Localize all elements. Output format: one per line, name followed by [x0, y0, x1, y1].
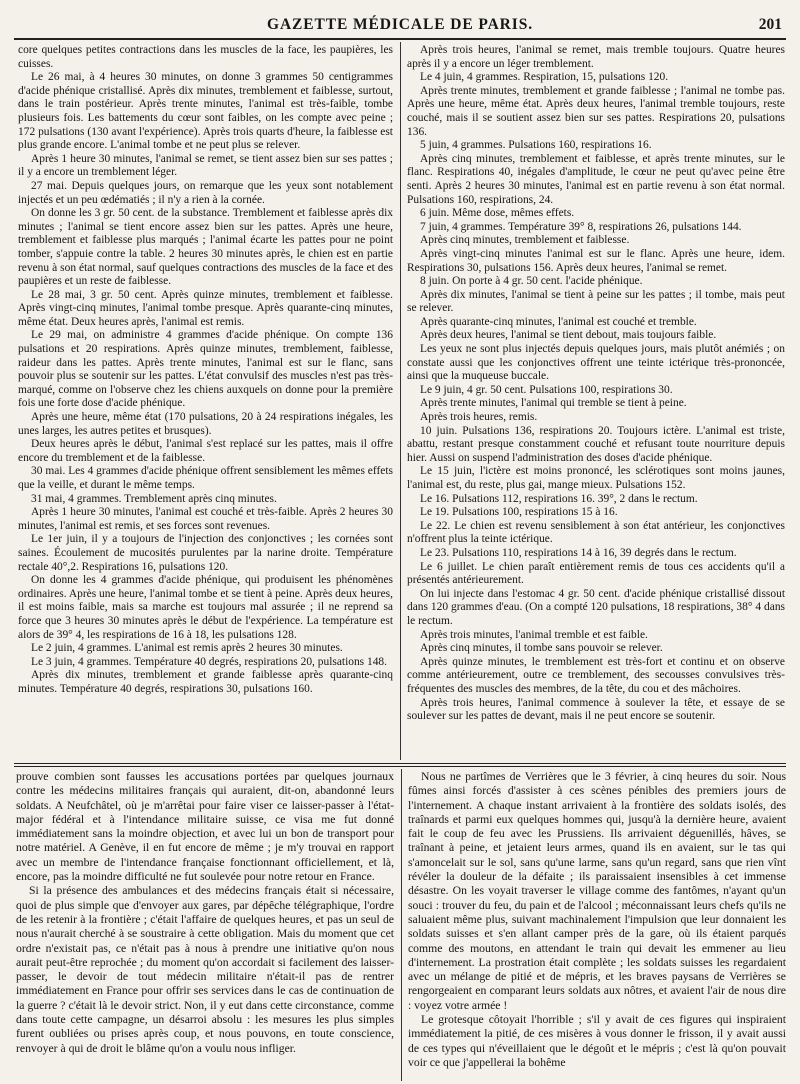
paragraph: Le 22. Le chien est revenu sensiblement à son état antérieur, les conjonctives n'offrent plus la teinte ictérique.: [407, 519, 785, 546]
paragraph: Après 1 heure 30 minutes, l'animal se remet, se tient assez bien sur ses pattes ; il y a encore un tremblement léger.: [18, 152, 393, 179]
column-divider-bottom: [401, 769, 402, 1081]
paragraph: 27 mai. Depuis quelques jours, on remarque que les yeux sont notablement injectés et un peu œdématiés ; il n'y a rien à la cornée.: [18, 179, 393, 206]
paragraph: Les yeux ne sont plus injectés depuis quelques jours, mais plutôt anémiés ; on constate aussi que les conjonctives offrent une teinte ictérique très-prononcée, ainsi que la muqueuse buccale.: [407, 343, 785, 383]
paragraph: Après vingt-cinq minutes l'animal est sur le flanc. Après une heure, idem. Respirations 30, pulsations 156. Après deux heures, l'animal se remet.: [407, 247, 785, 274]
paragraph: Après trente minutes, tremblement et grande faiblesse ; l'animal ne tombe pas. Après une heure, même état. Après deux heures, l'animal tremble toujours, reste couché, mais il se soutient assez bien sur ses pattes. Respirations 20, pulsations 136.: [407, 84, 785, 138]
paragraph: Après quarante-cinq minutes, l'animal est couché et tremble.: [420, 315, 697, 328]
paragraph: Le grotesque côtoyait l'horrible ; s'il y avait de ces figures qui inspiraient immédiatement la pitié, de ces misères à vous donner le frisson, il y avait aussi de ces types qui n'éveillaient que le dégoût et le mépris ; c'est là qu'on pouvait voir ce que j'appellerai la bohême: [408, 1013, 786, 1069]
paragraph: Deux heures après le début, l'animal s'est replacé sur les pattes, mais il offre encore du tremblement et de la faiblesse.: [18, 438, 393, 464]
paragraph: 10 juin. Pulsations 136, respirations 20. Toujours ictère. L'animal est triste, abattu, restant presque constamment couché et refusant toute nourriture depuis hier. Aussi on suspend l'administration des doses d'acide phénique.: [407, 424, 785, 464]
paragraph: Le 15 juin, l'ictère est moins prononcé, les sclérotiques sont moins jaunes, l'animal est, du reste, plus gai, mange mieux. Pulsations 152.: [407, 465, 785, 491]
column-divider-top: [400, 42, 401, 760]
paragraph: 5 juin, 4 grammes. Pulsations 160, respirations 16.: [420, 139, 652, 152]
page-number: 201: [758, 16, 782, 33]
paragraph: Nous ne partîmes de Verrières que le 3 février, à cinq heures du soir. Nous fûmes ainsi forcés d'assister à ces scènes pénibles des premiers jours de l'internement. A chaque instant arrivaient à la frontière des soldats isolés, des traînards et parmi eux quelques hommes qui, jusqu'à la dernière heure, avaient fait le coup de feu avec les Prussiens. Ils arrivaient déguenillés, hâves, se traînant à peine, et jetaient leurs armes, quand ils en avaient, sur le tas qui s'amoncelait sur le sol, sans qu'une larme, sans qu'un regard, sans que rien vînt révéler la douleur de la défaite ; ils paraissaient insensibles à cet immense désastre. On les voyait traverser le village comme des fantômes, n'ayant qu'un souci : trouver du feu, du pain et de l'alcool ; méconnaissant leurs chefs qu'ils ne saluaient même plus, suivant machinalement l'impulsion que leur donnaient les soldats suisses et s'en allant camper près de la gare, où ils étaient parqués comme des moutons, en attendant le train qui devait les emmener au lieu d'internement. La prostration était complète ; les soldats suisses les regardaient avec un mélange de pitié et de mépris, et les braves paysans de Verrières se rengorgeaient en comparant leurs soldats aux nôtres, et avaient l'air de nous dire : voyez votre armée !: [408, 770, 786, 1012]
paragraph: On donne les 4 grammes d'acide phénique, qui produisent les phénomènes ordinaires. Après une heure, l'animal tombe et se tient à peine. Après deux heures, il est moins faible, mais sa marche est toujours mal assurée ; il ne reprend sa force que 3 heures 30 minutes après le début de l'expérience. La température est alors de 39° 4, les respirations de 16 à 18, les pulsations 128.: [18, 574, 393, 641]
paragraph: 31 mai, 4 grammes. Tremblement après cinq minutes.: [31, 492, 277, 505]
paragraph: Le 4 juin, 4 grammes. Respiration, 15, pulsations 120.: [420, 71, 669, 84]
paragraph: Le 26 mai, à 4 heures 30 minutes, on donne 3 grammes 50 centigrammes d'acide phénique cristallisé. Après dix minutes, tremblement et faiblesse, surtout, dans le train postérieur. Après trente minutes, l'animal est très-faible, tombe plusieurs fois. Les battements du cœur sont faibles, on les compte avec peine ; 172 pulsations (130 avant l'expérience). Après trois quarts d'heure, la faiblesse est plus grande encore. L'animal tombe et ne peut plus se relever.: [18, 71, 393, 152]
paragraph: Le 19. Pulsations 100, respirations 15 à 16.: [420, 506, 618, 519]
lower-left-column: [16, 770, 394, 1080]
upper-left-column: [18, 44, 393, 760]
paragraph: Le 9 juin, 4 gr. 50 cent. Pulsations 100, respirations 30.: [420, 383, 673, 396]
paragraph: 30 mai. Les 4 grammes d'acide phénique offrent sensiblement les mêmes effets que la veille, et durant le même temps.: [18, 465, 393, 491]
paragraph: Après trois heures, remis.: [420, 411, 538, 424]
paragraph: Après dix minutes, l'animal se tient à peine sur les pattes ; il tombe, mais peut se relever.: [407, 288, 785, 315]
paragraph: Le 28 mai, 3 gr. 50 cent. Après quinze minutes, tremblement et faiblesse. Après vingt-cinq minutes, l'animal tombe presque. Après quarante-cinq minutes, même état. Deux heures après, l'animal est remis.: [18, 288, 393, 328]
paragraph: 6 juin. Même dose, mêmes effets.: [420, 207, 575, 220]
paragraph: prouve combien sont fausses les accusations portées par quelques journaux contre les médecins militaires français qui auraient, dit-on, abandonné leurs soldats. A Neufchâtel, où je m'arrêtai pour faire viser ce laisser-passer à l'état-major fédéral et à l'intendance militaire suisse, ce visa me fut donné immédiatement sans la moindre objection, et avec lui un bon de transport pour notre matériel. A Genève, il en fut encore de même ; je m'y trouvai en rapport avec un membre de l'intendance française fonctionnant officiellement, et là, encore, pas la moindre difficulté ne fut soulevée pour notre retour en France.: [16, 770, 394, 884]
paragraph: Après trois minutes, l'animal tremble et est faible.: [420, 628, 648, 641]
paragraph: Le 6 juillet. Le chien paraît entièrement remis de tous ces accidents qu'il a présentés antérieurement.: [407, 560, 785, 587]
section-divider-double: [14, 766, 786, 767]
page-header: [14, 8, 786, 40]
paragraph: 7 juin, 4 grammes. Température 39° 8, respirations 26, pulsations 144.: [420, 220, 742, 233]
paragraph: Après 1 heure 30 minutes, l'animal est couché et très-faible. Après 2 heures 30 minutes, l'animal est remis, et ses forces sont revenues.: [18, 506, 393, 532]
paragraph: Après cinq minutes, tremblement et faiblesse, et après trente minutes, sur le flanc. Respirations 40, inégales d'amplitude, le cœur ne peut qu'avec peine être senti. Après 2 heures 30 minutes, l'animal est en partie revenu à son état normal. Pulsations 160, respirations, 24.: [407, 152, 785, 206]
paragraph: On lui injecte dans l'estomac 4 gr. 50 cent. d'acide phénique cristallisé dissout dans 120 grammes d'eau. (On a compté 120 pulsations, 18 respirations, 38° 4 dans le rectum.: [407, 587, 785, 627]
paragraph: Après cinq minutes, tremblement et faiblesse.: [420, 234, 630, 247]
upper-right-column: [407, 44, 785, 760]
paragraph: Le 3 juin, 4 grammes. Température 40 degrés, respirations 20, pulsations 148.: [31, 655, 388, 668]
paragraph: Le 2 juin, 4 grammes. L'animal est remis après 2 heures 30 minutes.: [31, 642, 343, 655]
paragraph: core quelques petites contractions dans les muscles de la face, les paupières, les cuisses.: [18, 44, 393, 70]
paragraph: Après dix minutes, tremblement et grande faiblesse après quarante-cinq minutes. Température 40 degrés, respirations 30, pulsations 160.: [18, 669, 393, 695]
paragraph: Après trente minutes, l'animal qui tremble se tient à peine.: [420, 397, 687, 410]
paragraph: Le 29 mai, on administre 4 grammes d'acide phénique. On compte 136 pulsations et 20 respirations. Après quinze minutes, tremblement, faiblesse, raideur dans les pattes. Après trente minutes, l'animal est sur le flanc, sans pouvoir plus se soutenir sur les pattes. L'état convulsif des muscles n'est pas très-marqué, comme on l'observe chez les chiens auxquels on donne pour la première fois une forte dose d'acide phénique.: [18, 329, 393, 410]
paragraph: Si la présence des ambulances et des médecins français était si nécessaire, quoi de plus simple que d'envoyer aux gares, par dépêche télégraphique, l'ordre de les retenir à la frontière ; c'était l'affaire de quelques heures, et pas un seul de nous n'aurait cherché à se soustraire à cette obligation. Mais du moment que cet ordre n'existait pas, ce n'était pas à nous à prendre une initiative qu'on nous aurait peut-être reprochée ; du moment qu'on accordait si facilement des laisser-passer, le devoir de tout médecin militaire n'était-il pas de rentrer immédiatement en France pour offrir ses services dans le cas de continuation de la guerre ? c'était là le devoir strict. Non, il y eut dans cette circonstance, comme dans toute cette campagne, un désarroi absolu : les mesures les plus simples furent oubliées ou prises après coup, et nous pouvons, en toute conscience, renvoyer à qui de droit le blâme qu'on a voulu nous infliger.: [16, 884, 394, 1055]
paragraph: On donne les 3 gr. 50 cent. de la substance. Tremblement et faiblesse après dix minutes ; l'animal se tient encore assez bien sur les pattes. Après une heure, tremblement et faiblesse plus marqués ; l'animal écarte les pattes pour ne point tomber, s'appuie contre la table. 2 heures 30 minutes après, le chien est en partie revenu à son état normal, sauf quelques contractions des muscles de la face et des paupières et un reste de faiblesse.: [18, 207, 393, 288]
journal-title: GAZETTE MÉDICALE DE PARIS.: [267, 16, 533, 33]
section-divider: [14, 763, 786, 764]
paragraph: 8 juin. On porte à 4 gr. 50 cent. l'acide phénique.: [420, 275, 643, 288]
lower-right-column: [408, 770, 786, 1080]
paragraph: Après trois heures, l'animal commence à soulever la tête, et essaye de se soulever sur les pattes de devant, mais il ne peut encore se soutenir.: [407, 696, 785, 723]
paragraph: Après trois heures, l'animal se remet, mais tremble toujours. Quatre heures après il y a encore un léger tremblement.: [407, 44, 785, 70]
paragraph: Le 16. Pulsations 112, respirations 16. 39°, 2 dans le rectum.: [420, 492, 698, 505]
paragraph: Après deux heures, l'animal se tient debout, mais toujours faible.: [420, 329, 717, 342]
paragraph: Le 23. Pulsations 110, respirations 14 à 16, 39 degrés dans le rectum.: [420, 546, 737, 559]
paragraph: Après cinq minutes, il tombe sans pouvoir se relever.: [420, 642, 663, 655]
paragraph: Après quinze minutes, le tremblement est très-fort et continu et on observe comme antérieurement, outre ce tremblement, des secousses convulsives très-fréquentes des muscles des membres, de la tête, du cou et des mâchoires.: [407, 655, 785, 695]
paragraph: Le 1er juin, il y a toujours de l'injection des conjonctives ; les cornées sont saines. Écoulement de mucosités purulentes par la narine droite. Température rectale 40°,2. Respirations 16, pulsations 120.: [18, 533, 393, 573]
paragraph: Après une heure, même état (170 pulsations, 20 à 24 respirations inégales, les unes larges, les autres petites et brusques).: [18, 411, 393, 437]
